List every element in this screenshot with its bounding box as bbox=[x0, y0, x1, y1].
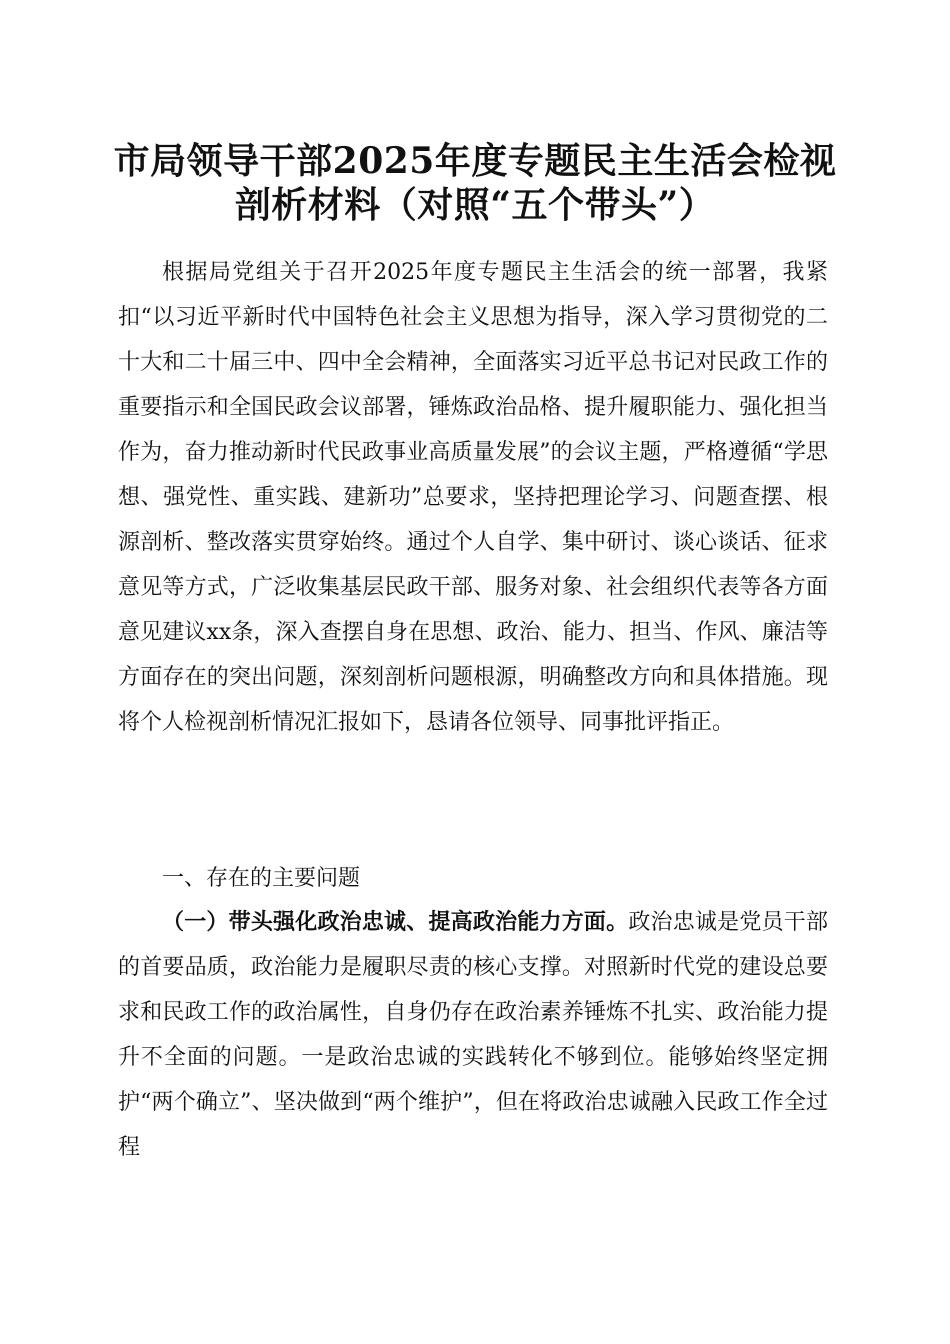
document-title-line-2: 剖析材料（对照“五个带头”） bbox=[234, 184, 716, 226]
subsection-paragraph bbox=[118, 900, 828, 1170]
intro-block bbox=[118, 250, 828, 745]
subsection-heading: （一）带头强化政治忠诚、提高政治能力方面。 bbox=[162, 910, 629, 935]
subsection-block bbox=[118, 900, 828, 1170]
section-heading: 一、存在的主要问题 bbox=[162, 866, 361, 891]
intro-paragraph: 根据局党组关于召开2025年度专题民主生活会的统一部署，我紧扣“以习近平新时代中国特色社会主义思想为指导，深入学习贯彻党的二十大和二十届三中、四中全会精神，全面落实习近平总书记对民政工作的重要指示和全国民政会议部署，锤炼政治品格、提升履职能力、强化担当作为，奋力推动新时代民政事业高质量发展”的会议主题，严格遵循“学思想、强党性、重实践、建新功”总要求，坚持把理论学习、问题查摆、根源剖析、整改落实贯穿始终。通过个人自学、集中研讨、谈心谈话、征求意见等方式，广泛收集基层民政干部、服务对象、社会组织代表等各方面意见建议xx条，深入查摆自身在思想、政治、能力、担当、作风、廉洁等方面存在的突出问题，深刻剖析问题根源，明确整改方向和具体措施。现将个人检视剖析情况汇报如下，恳请各位领导、同事批评指正。 bbox=[118, 260, 828, 735]
document-title-line-1: 市局领导干部2025年度专题民主生活会检视 bbox=[113, 140, 837, 182]
subsection-body: 政治忠诚是党员干部的首要品质，政治能力是履职尽责的核心支撑。对照新时代党的建设总要求和民政工作的政治属性，自身仍存在政治素养锤炼不扎实、政治能力提升不全面的问题。一是政治忠诚的实践转化不够到位。能够始终坚定拥护“两个确立”、坚决做到“两个维护”，但在将政治忠诚融入民政工作全过程 bbox=[118, 910, 828, 1160]
